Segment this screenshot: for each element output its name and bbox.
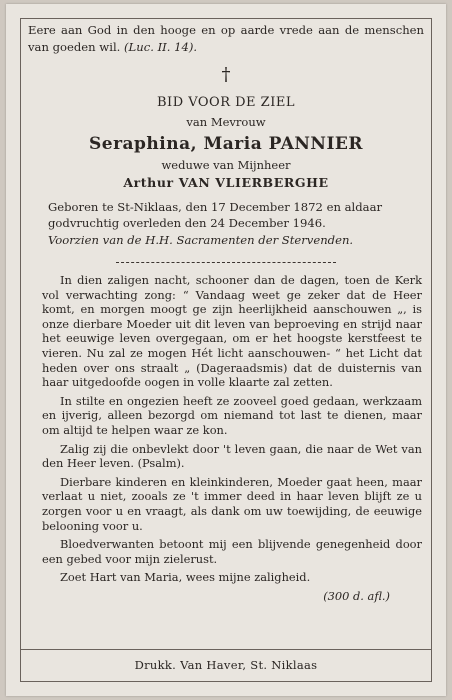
deceased-name: Seraphina, Maria PANNIER — [88, 134, 363, 154]
paragraph: In stilte en ongezien heeft ze zooveel goed gedaan, werkzaam en ijverig, alleen bezorgd om niemand tot last te dienen, maar om altijd te helpen waar ze kon. — [42, 393, 422, 437]
van-mevrouw: van Mevrouw — [186, 115, 266, 129]
verse-text: Eere aan God in den hooge en op aarde vrede aan de menschen van goeden wil. — [28, 23, 424, 54]
paragraph: Zalig zij die onbevlekt door 't leven gaan, die naar de Wet van den Heer leven. (Psalm). — [42, 441, 422, 471]
dashed-divider — [116, 262, 336, 263]
husband-name: Arthur VAN VLIERBERGHE — [123, 175, 329, 190]
cross-icon: † — [221, 64, 231, 85]
paragraph: Bloedverwanten betoont mij een blijvende genegenheid door een gebed voor mijn zielerust. — [42, 537, 422, 566]
sacraments-line: Voorzien van de H.H. Sacramenten der Stervenden. — [48, 233, 354, 247]
verse-reference: (Luc. II. 14). — [124, 40, 198, 54]
paragraph: Dierbare kinderen en kleinkinderen, Moeder gaat heen, maar verlaat u niet, zooals ze 't immer deed in haar leven blijft ze u zorgen voor u en vraagt, als dank om uw toewijding, de eeuwige belooning voor u. — [42, 474, 422, 533]
prayer-heading: BID VOOR DE ZIEL — [157, 95, 295, 110]
printer-credit: Drukk. Van Haver, St. Niklaas — [134, 658, 318, 672]
card-content — [28, 22, 424, 603]
paragraph: Zoet Hart van Maria, wees mijne zaligheid. — [60, 570, 311, 585]
paragraph: In dien zaligen nacht, schooner dan de dagen, toen de Kerk vol verwachting zong: “ Vandaag weet ge zeker dat de Heer komt, en morgen moogt ge zijn heerlijkheid aanschouwen „, is onze dierbare Moeder uit dit leven van beproeving en strijd naar het eeuwige leven overgegaan, om er het hoogste kerstfeest te vieren. Nu zal ze mogen Hét licht aanschouwen- “ het Licht dat heden over ons straalt „ (Dageraadsmis) dat de duisternis van haar uitgedoofde oogen in volle klaarte zal zetten. — [42, 273, 422, 390]
widow-line: weduwe van Mijnheer — [161, 158, 291, 172]
opening-verse — [28, 22, 424, 56]
indulgence-note: (300 d. afl.) — [323, 588, 390, 603]
memorial-card — [6, 4, 446, 696]
birth-death-line: Geboren te St-Niklaas, den 17 December 1872 en aldaar godvruchtig overleden den 24 December 1946. — [48, 200, 383, 230]
footer-divider — [20, 649, 432, 650]
memorial-text — [28, 273, 424, 585]
